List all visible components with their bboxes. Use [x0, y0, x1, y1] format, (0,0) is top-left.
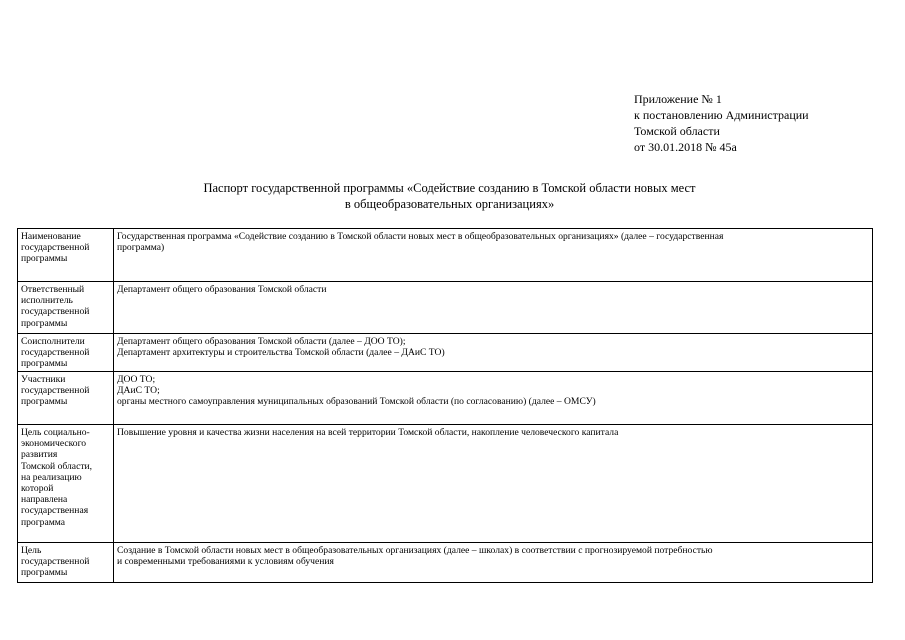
- document-title-line-1: Паспорт государственной программы «Содействие созданию в Томской области новых мест: [203, 181, 696, 195]
- row-value: [114, 282, 873, 334]
- row-co-executors: [18, 334, 873, 372]
- label-line: государственной: [21, 306, 90, 318]
- row-socio-economic-goal: [18, 425, 873, 543]
- label-line: государственной: [21, 385, 90, 397]
- appendix-date: от 30.01.2018 № 45а: [634, 140, 737, 154]
- label-line: государственной: [21, 556, 90, 568]
- row-label: [18, 543, 114, 583]
- label-line: государственной: [21, 242, 90, 254]
- label-line: программы: [21, 358, 68, 370]
- row-label: [18, 282, 114, 334]
- row-responsible-executor: [18, 282, 873, 334]
- value-line: ДОО ТО;: [117, 374, 156, 385]
- row-value: [114, 372, 873, 425]
- label-line: Цель: [21, 545, 42, 556]
- label-line: которой: [21, 483, 54, 495]
- label-line: Томской области,: [21, 460, 93, 472]
- value-line: Департамент общего образования Томской области: [117, 284, 327, 295]
- label-line: Наименование: [21, 231, 81, 242]
- appendix-number: Приложение № 1: [634, 92, 722, 106]
- label-line: направлена: [21, 494, 68, 506]
- label-line: государственная: [21, 505, 89, 517]
- label-line: программа: [21, 516, 66, 528]
- row-participants: [18, 372, 873, 425]
- label-line: развития: [21, 449, 58, 461]
- label-line: программы: [21, 317, 68, 329]
- label-line: программы: [21, 253, 68, 265]
- row-label: [18, 229, 114, 282]
- row-program-goal: [18, 543, 873, 583]
- row-value: [114, 543, 873, 583]
- row-label: [18, 425, 114, 543]
- value-line: Повышение уровня и качества жизни населения на всей территории Томской области, накопление человеческого капитала: [117, 427, 619, 438]
- appendix-reference: к постановлению Администрации: [634, 108, 809, 122]
- value-line: Создание в Томской области новых мест в общеобразовательных организациях (далее – школах) в соответствии с прогнозируемой потребностью: [117, 545, 713, 556]
- label-line: Участники: [21, 374, 66, 385]
- value-line: Департамент общего образования Томской области (далее – ДОО ТО);: [117, 336, 406, 347]
- label-line: Соисполнители: [21, 336, 85, 347]
- row-program-name: [18, 229, 873, 282]
- label-line: программы: [21, 396, 68, 408]
- value-line: ДАиС ТО;: [117, 385, 160, 397]
- value-line: и современными требованиями к условиям обучения: [117, 556, 334, 568]
- value-line: программа): [117, 242, 165, 254]
- appendix-region: Томской области: [634, 124, 720, 138]
- row-value: [114, 425, 873, 543]
- label-line: Цель социально-: [21, 427, 90, 438]
- label-line: Ответственный: [21, 284, 85, 295]
- label-line: экономического: [21, 438, 87, 450]
- row-label: [18, 334, 114, 372]
- label-line: государственной: [21, 347, 90, 359]
- value-line: Департамент архитектуры и строительства Томской области (далее – ДАиС ТО): [117, 347, 445, 359]
- document-title: [0, 180, 905, 212]
- row-label: [18, 372, 114, 425]
- label-line: программы: [21, 567, 68, 579]
- passport-table: [17, 228, 873, 583]
- row-value: [114, 229, 873, 282]
- value-line: Государственная программа «Содействие созданию в Томской области новых мест в общеобразовательных организациях» (далее – государственная: [117, 231, 724, 242]
- row-value: [114, 334, 873, 372]
- label-line: исполнитель: [21, 295, 73, 307]
- value-line: органы местного самоуправления муниципальных образований Томской области (по согласованию) (далее – ОМСУ): [117, 396, 596, 408]
- document-title-line-2: в общеобразовательных организациях»: [344, 197, 555, 211]
- appendix-header: [634, 91, 809, 155]
- label-line: на реализацию: [21, 471, 82, 483]
